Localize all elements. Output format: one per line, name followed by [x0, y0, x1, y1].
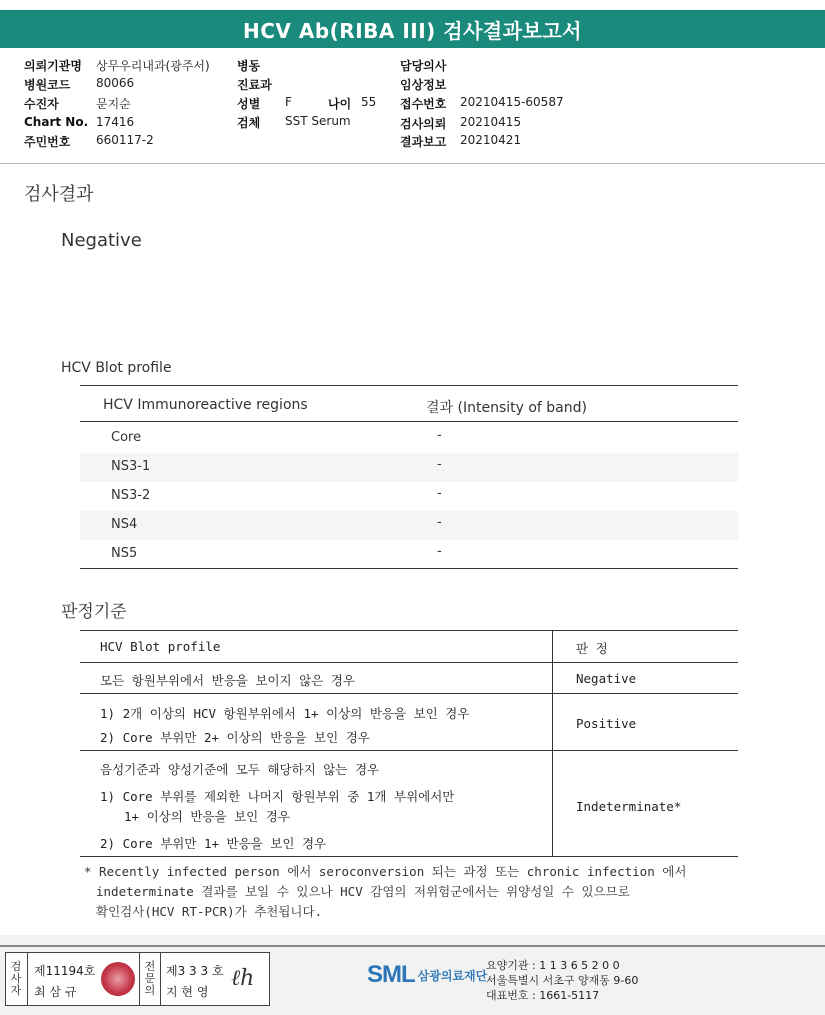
region-cell: NS5 [111, 546, 138, 561]
intensity-cell: - [437, 515, 442, 530]
intensity-cell: - [437, 457, 442, 472]
report-date-value: 20210421 [460, 133, 522, 147]
result-value: Negative [61, 230, 142, 251]
logo-text: SML [367, 961, 415, 988]
clinical-label: 임상정보 [400, 78, 447, 92]
dept-label: 진료과 [237, 78, 272, 92]
patient-value: 문지순 [96, 97, 131, 111]
table-row [80, 482, 738, 511]
sml-logo [367, 961, 487, 989]
blot-top-rule [80, 385, 738, 386]
intensity-cell: - [437, 486, 442, 501]
reviewer-name: 지 현 영 [166, 985, 209, 999]
signature-box [5, 952, 270, 1006]
sex-value: F [285, 95, 292, 109]
institution-label: 의뢰기관명 [24, 59, 82, 73]
inspector-number: 제11194호 [34, 964, 96, 978]
age-label: 나이 [328, 97, 352, 111]
table-row [80, 511, 738, 540]
receipt-label: 접수번호 [400, 97, 447, 111]
report-date-label: 결과보고 [400, 135, 447, 149]
code-value: 80066 [96, 76, 135, 90]
org-number: 요양기관 : 1 1 3 6 5 2 0 0 [486, 959, 620, 972]
blot-header-intensity: 결과 (Intensity of band) [426, 400, 587, 416]
institution-value: 상무우리내과(광주서) [96, 59, 210, 73]
lab-address [486, 958, 638, 1003]
indeterminate-condition-1b: 1+ 이상의 반응을 보인 경우 [124, 809, 290, 824]
blot-header-rule [80, 421, 738, 422]
chart-label: Chart No. [24, 115, 89, 129]
footnote-line-2: indeterminate 결과를 보일 수 있으나 HCV 감염의 저위험군에서는 위양성일 수 있으므로 [96, 884, 630, 899]
age-value: 55 [361, 95, 377, 109]
positive-condition-1: 1) 2개 이상의 HCV 항원부위에서 1+ 이상의 반응을 보인 경우 [100, 706, 470, 721]
footnote-line-3: 확인검사(HCV RT-PCR)가 추천됩니다. [96, 904, 323, 919]
phone: 대표번호 : 1661-5117 [486, 989, 600, 1002]
positive-condition-2: 2) Core 부위만 2+ 이상의 반응을 보인 경우 [100, 730, 370, 745]
code-label: 병원코드 [24, 78, 71, 92]
intensity-cell: - [437, 544, 442, 559]
foundation-name: 삼광의료재단 [417, 968, 488, 983]
patient-label: 수진자 [24, 97, 59, 111]
reviewer-number: 제3 3 3 호 [166, 964, 224, 978]
info-divider [0, 163, 825, 164]
footer-divider [0, 945, 825, 947]
specimen-label: 검체 [237, 116, 261, 130]
footnote [84, 862, 746, 922]
region-cell: NS3-1 [111, 459, 151, 474]
region-cell: NS4 [111, 517, 138, 532]
negative-condition: 모든 항원부위에서 반응을 보이지 않은 경우 [100, 673, 355, 688]
specimen-value: SST Serum [285, 114, 351, 128]
region-cell: NS3-2 [111, 488, 151, 503]
blot-header-region: HCV Immunoreactive regions [103, 397, 308, 413]
footnote-line-1: * Recently infected person 에서 seroconversion 되는 과정 또는 chronic infection 에서 [84, 864, 687, 879]
negative-judgment: Negative [576, 671, 637, 686]
sex-label: 성별 [237, 97, 261, 111]
table-row [80, 453, 738, 482]
chart-value: 17416 [96, 115, 135, 129]
blot-title: HCV Blot profile [61, 360, 172, 376]
signature-icon: ℓh [231, 966, 255, 991]
request-value: 20210415 [460, 115, 522, 129]
id-label: 주민번호 [24, 135, 71, 149]
report-title: HCV Ab(RIBA III) 검사결과보고서 [0, 10, 825, 48]
region-cell: Core [111, 430, 142, 445]
intensity-cell: - [437, 428, 442, 443]
indeterminate-judgment: Indeterminate* [576, 799, 682, 814]
criteria-section-title: 판정기준 [61, 602, 127, 622]
inspector-name: 최 삼 규 [34, 985, 77, 999]
blot-bottom-rule [80, 568, 738, 569]
patient-info [0, 56, 825, 156]
request-label: 검사의뢰 [400, 117, 447, 131]
reviewer-label: 전 문 의 [144, 960, 156, 997]
table-row [80, 424, 738, 453]
result-section-title: 검사결과 [24, 184, 94, 205]
criteria-header-judgment: 판 정 [576, 641, 608, 656]
ward-label: 병동 [237, 59, 261, 73]
positive-judgment: Positive [576, 716, 637, 731]
address: 서울특별시 서초구 양재동 9-60 [486, 974, 639, 987]
indeterminate-condition-0: 음성기준과 양성기준에 모두 해당하지 않는 경우 [100, 762, 380, 777]
id-value: 660117-2 [96, 133, 154, 147]
indeterminate-condition-1a: 1) Core 부위를 제외한 나머지 항원부위 중 1개 부위에서만 [100, 789, 455, 804]
criteria-header-profile: HCV Blot profile [100, 639, 221, 654]
doctor-label: 담당의사 [400, 59, 447, 73]
seal-stamp [101, 962, 135, 996]
receipt-value: 20210415-60587 [460, 95, 564, 109]
table-row [80, 540, 738, 569]
inspector-label: 검 사 자 [10, 960, 22, 997]
indeterminate-condition-2: 2) Core 부위만 1+ 반응을 보인 경우 [100, 836, 327, 851]
